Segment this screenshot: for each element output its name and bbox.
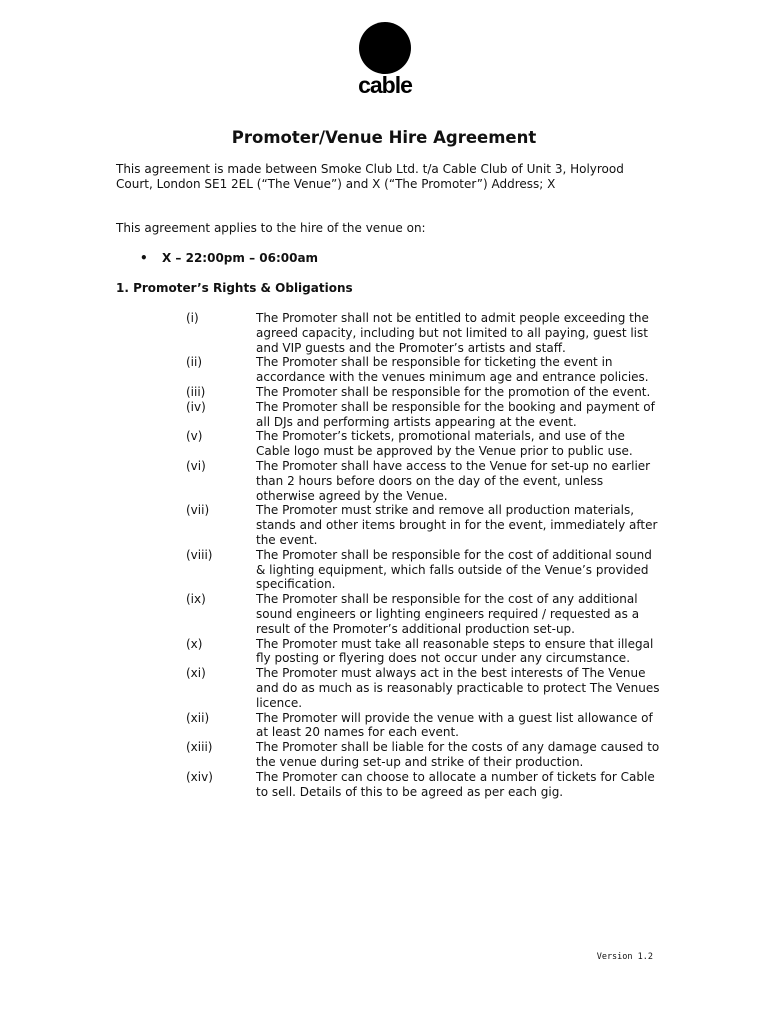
clause-list — [186, 311, 661, 799]
clause-number: (iii) — [186, 384, 206, 399]
clause-item — [186, 637, 661, 667]
clause-number: (xiii) — [186, 740, 213, 755]
clause-text: The Promoter must take all reasonable steps to ensure that illegal fly posting or flyering does not occur under any circumstance. — [256, 636, 654, 666]
clause-text: The Promoter must always act in the best interests of The Venue and do as much as is reasonably practicable to protect The Venues licence. — [256, 666, 660, 710]
clause-item — [186, 666, 661, 710]
cable-logo — [348, 20, 422, 100]
bullet-text: X – 22:00pm – 06:00am — [162, 251, 319, 265]
date-bullet — [140, 251, 318, 266]
clause-item — [186, 459, 661, 503]
applies-paragraph: This agreement applies to the hire of the venue on: — [116, 221, 426, 235]
clause-text: The Promoter shall be responsible for ticketing the event in accordance with the venues minimum age and entrance policies. — [256, 355, 649, 385]
clause-item — [186, 592, 661, 636]
clause-number: (v) — [186, 429, 203, 444]
clause-text: The Promoter’s tickets, promotional materials, and use of the Cable logo must be approved by the Venue prior to public use. — [256, 429, 633, 459]
clause-text: The Promoter will provide the venue with a guest list allowance of at least 20 names for each event. — [256, 710, 653, 740]
clause-text: The Promoter shall be responsible for the promotion of the event. — [256, 384, 651, 399]
clause-item — [186, 400, 661, 430]
logo-circle-icon — [359, 22, 411, 74]
section-heading: 1. Promoter’s Rights & Obligations — [116, 281, 353, 295]
clause-number: (vi) — [186, 458, 206, 473]
clause-text: The Promoter shall be liable for the costs of any damage caused to the venue during set-up and strike of their production. — [256, 740, 660, 769]
clause-item — [186, 548, 661, 592]
clause-text: The Promoter shall be responsible for the cost of additional sound & lighting equipment, which falls outside of the Venue’s provided specification. — [256, 547, 652, 592]
logo-wordmark: cable — [358, 72, 412, 98]
clause-number: (ix) — [186, 592, 206, 607]
clause-text: The Promoter can choose to allocate a number of tickets for Cable to sell. Details of this to be agreed as per each gig. — [256, 769, 655, 799]
clause-number: (i) — [186, 311, 199, 325]
clause-item — [186, 385, 661, 400]
clause-item — [186, 503, 661, 547]
intro-paragraph: This agreement is made between Smoke Club Ltd. t/a Cable Club of Unit 3, Holyrood Court, London SE1 2EL (“The Venue”) and X (“The Promoter”) Address; X — [116, 162, 624, 191]
clause-item — [186, 311, 661, 355]
clause-text: The Promoter shall not be entitled to admit people exceeding the agreed capacity, including but not limited to all paying, guest list and VIP guests and the Promoter’s artists and staff. — [256, 311, 649, 355]
clause-number: (x) — [186, 636, 203, 651]
clause-number: (vii) — [186, 503, 210, 518]
clause-item — [186, 355, 661, 385]
clause-text: The Promoter shall be responsible for the cost of any additional sound engineers or lighting engineers required / requested as a result of the Promoter’s additional production set-up. — [256, 592, 640, 636]
clause-number: (xi) — [186, 666, 206, 681]
version-label: Version 1.2 — [596, 952, 653, 962]
clause-number: (iv) — [186, 399, 206, 414]
clause-item — [186, 770, 661, 800]
bullet-icon: • — [140, 251, 148, 265]
clause-number: (xii) — [186, 710, 210, 725]
clause-number: (ii) — [186, 355, 203, 370]
clause-text: The Promoter shall be responsible for the booking and payment of all DJs and performing artists appearing at the event. — [256, 399, 655, 429]
clause-number: (viii) — [186, 547, 213, 562]
clause-text: The Promoter must strike and remove all production materials, stands and other items brought in for the event, immediately after the event. — [256, 503, 658, 547]
clause-item — [186, 711, 661, 741]
clause-number: (xiv) — [186, 769, 213, 784]
clause-item — [186, 740, 661, 770]
clause-item — [186, 429, 661, 459]
page-title: Promoter/Venue Hire Agreement — [231, 128, 537, 147]
clause-text: The Promoter shall have access to the Venue for set-up no earlier than 2 hours before doors on the day of the event, unless otherwise agreed by the Venue. — [256, 458, 651, 503]
